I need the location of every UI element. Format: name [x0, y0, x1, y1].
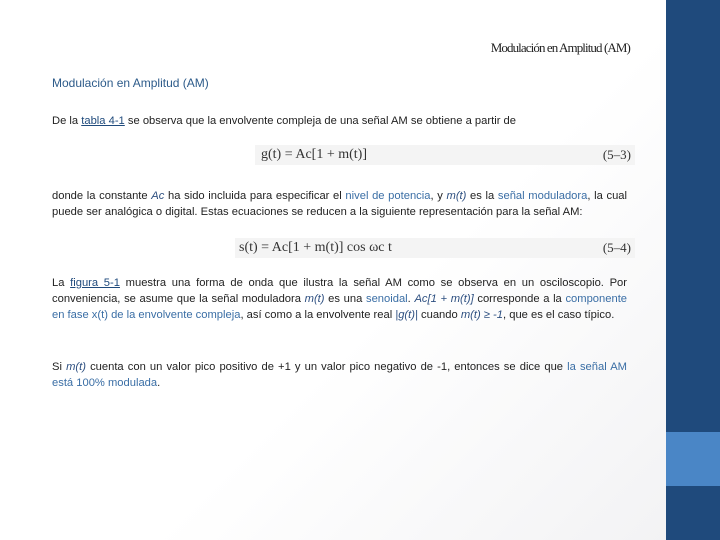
equation-5-4	[235, 238, 635, 258]
equation-expression: g(t) = Aс[1 + m(t)]	[261, 147, 367, 162]
equation-number: (5–4)	[602, 240, 631, 255]
sidebar-decoration	[666, 0, 720, 540]
paragraph-4: Si m(t) cuenta con un valor pico positivo de +1 y un valor pico negativo de -1, entonces se dice que la señal AM está 100% modulada.	[52, 361, 627, 389]
equation-number: (5–3)	[602, 147, 631, 162]
equation-expression: s(t) = Aс[1 + m(t)] cos ωс t	[239, 240, 392, 255]
table-link[interactable]: tabla 4-1	[81, 115, 125, 127]
paragraph-2: donde la constante Ac ha sido incluida para especificar el nivel de potencia, y m(t) es la señal moduladora, la cual puede ser analógica o digital. Estas ecuaciones se reducen a la siguiente representación para la señal AM:	[52, 190, 628, 218]
section-subtitle: Modulación en Amplitud (AM)	[52, 76, 209, 90]
sidebar-block-middle	[666, 432, 720, 486]
page-title: Modulación en Amplitud (AM)	[490, 40, 630, 55]
figure-link[interactable]: figura 5-1	[70, 277, 120, 289]
sidebar-block-bottom	[666, 486, 720, 540]
paragraph-3: La figura 5-1 muestra una forma de onda que ilustra la señal AM como se observa en un osciloscopio. Por conveniencia, se asume que la señal moduladora m(t) es una senoidal. Ac[1 + m(t)] corresponde a la componente en fase x(t) de la envolvente compleja, así como a la envolvente real |g(t)| cuando m(t) ≥ -1, que es el caso típico.	[52, 277, 628, 321]
equation-5-3	[255, 145, 635, 165]
paragraph-1: De la tabla 4-1 se observa que la envolvente compleja de una señal AM se obtiene a partir de	[52, 115, 516, 127]
sidebar-block-top	[666, 0, 720, 432]
